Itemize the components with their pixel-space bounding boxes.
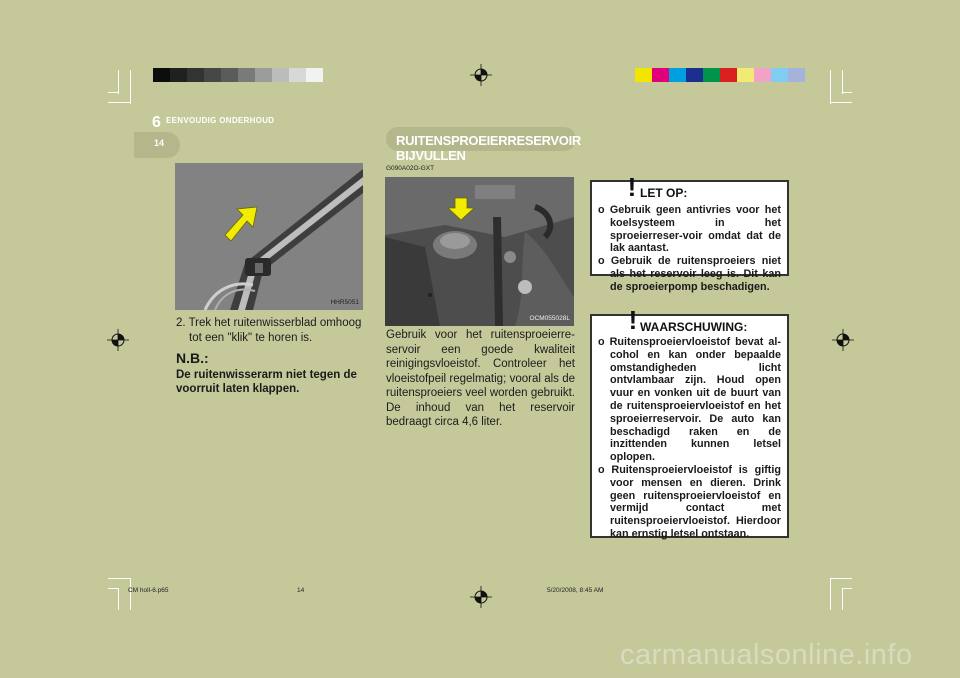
svg-text:!: !: [627, 172, 637, 201]
color-swatch: [788, 68, 805, 82]
svg-text:!: !: [628, 305, 638, 334]
color-swatch: [703, 68, 720, 82]
footer-page: 14: [297, 587, 305, 594]
crop-mark: [130, 70, 131, 104]
crop-mark: [108, 588, 118, 589]
crop-mark: [830, 578, 831, 610]
registration-mark-icon: [470, 64, 492, 86]
warning-title: WAARSCHUWING:: [640, 320, 748, 334]
wiper-blade-photo: [175, 163, 363, 310]
section-title: RUITENSPROEIERRESERVOIR BIJVULLEN: [396, 133, 582, 163]
crop-mark: [842, 92, 852, 93]
photo-code: OCM055028L: [529, 315, 570, 322]
body-text: Gebruik voor het ruitensproeierre-servoir een goede kwaliteit reinigingsvloeistof. Controleer het vloeistofpeil regelmatig; vooral als de ruitensproeiers veel worden gebruikt. De inhoud van het reservoir bedraagt circa 4,6 liter.: [386, 329, 575, 428]
chapter-title: EENVOUDIG ONDERHOUD: [166, 116, 275, 125]
crop-mark: [118, 588, 119, 610]
page-number: 14: [154, 138, 165, 148]
footer-timestamp: 5/20/2008, 8:45 AM: [547, 587, 604, 594]
color-swatch: [170, 68, 187, 82]
registration-mark-icon: [832, 329, 854, 351]
caution-item: o Gebruik de ruitensproeiers niet als het reservoir leeg is. Dit kan de sproeierpomp beschadigen.: [598, 255, 781, 293]
warning-item: o Ruitensproeiervloeistof bevat al-cohol en kan onder bepaalde omstandigheden licht ontvlambaar zijn. Houd open vuur en vonken uit de buurt van de ruitensproeiervloeistof en het sproeierreservoir. De auto kan beschadigd raken en de inzittenden kunnen letsel oplopen.: [598, 336, 781, 464]
color-swatch: [187, 68, 204, 82]
caution-item: o Gebruik geen antivries voor het koelsysteem in het sproeierreser-voir omdat dat de lak aantast.: [598, 204, 781, 255]
color-swatch: [771, 68, 788, 82]
color-swatch: [238, 68, 255, 82]
warning-header: [598, 305, 781, 336]
color-swatch: [289, 68, 306, 82]
step-text-line: 2. Trek het ruitenwisserblad omhoog: [176, 317, 362, 329]
registration-mark-icon: [107, 329, 129, 351]
color-swatch: [204, 68, 221, 82]
color-swatch: [635, 68, 652, 82]
engine-bay-illustration: [385, 177, 574, 326]
caution-header: [598, 172, 781, 204]
crop-mark: [842, 70, 843, 94]
crop-mark: [118, 70, 119, 94]
crop-mark: [842, 588, 852, 589]
section-code: G090A02O-GXT: [386, 165, 435, 172]
color-swatch: [652, 68, 669, 82]
crop-mark: [108, 102, 130, 103]
note-title: N.B.:: [176, 350, 209, 366]
caution-title: LET OP:: [640, 186, 688, 200]
color-swatch: [737, 68, 754, 82]
watermark: carmanualsonline.info: [620, 639, 913, 671]
color-bar: [635, 68, 805, 82]
registration-mark-icon: [470, 586, 492, 608]
color-swatch: [754, 68, 771, 82]
chapter-number: 6: [152, 114, 161, 131]
color-swatch: [306, 68, 323, 82]
crop-mark: [108, 578, 130, 579]
color-swatch: [669, 68, 686, 82]
crop-mark: [830, 70, 831, 104]
color-swatch: [153, 68, 170, 82]
wiper-illustration: [175, 163, 363, 310]
photo-code: HHR5051: [330, 299, 359, 306]
grayscale-bar: [153, 68, 323, 82]
color-swatch: [720, 68, 737, 82]
color-swatch: [272, 68, 289, 82]
crop-mark: [830, 102, 852, 103]
color-swatch: [686, 68, 703, 82]
crop-mark: [108, 92, 118, 93]
crop-mark: [130, 578, 131, 610]
caution-box: [590, 172, 789, 293]
note-text: De ruitenwisserarm niet tegen de voorruit laten klappen.: [176, 369, 357, 395]
crop-mark: [830, 578, 852, 579]
step-text: [176, 316, 366, 345]
reservoir-photo: [385, 177, 574, 326]
color-swatch: [221, 68, 238, 82]
step-text-line: tot een "klik" te horen is.: [189, 331, 313, 344]
crop-mark: [842, 588, 843, 610]
footer-file-name: CM holl-6.p65: [128, 587, 169, 594]
warning-box: [590, 305, 789, 540]
warning-item: o Ruitensproeiervloeistof is giftig voor mensen en dieren. Drink geen ruitensproeiervloeistof en vermijd contact met ruitensproeiervloeistof. Hierdoor kan ernstig letsel ontstaan.: [598, 463, 781, 540]
color-swatch: [255, 68, 272, 82]
